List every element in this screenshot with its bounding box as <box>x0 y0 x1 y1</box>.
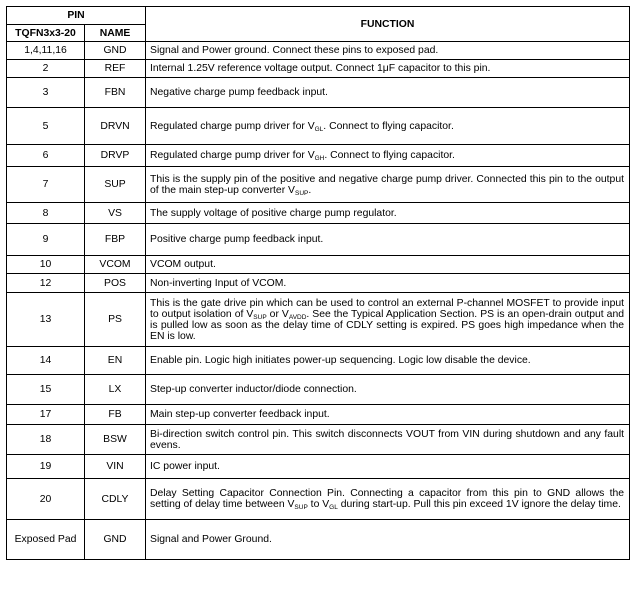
pin-number-cell: 17 <box>7 405 85 425</box>
pin-function-cell <box>146 455 630 479</box>
pin-number-cell: 10 <box>7 256 85 274</box>
table-row <box>7 455 630 479</box>
table-row <box>7 375 630 405</box>
pin-function-cell <box>146 167 630 203</box>
pin-name-cell: FBP <box>85 224 146 256</box>
table-row <box>7 203 630 224</box>
subscript-text: SUP <box>253 313 267 321</box>
pin-name-cell: DRVN <box>85 108 146 145</box>
pin-function-table <box>6 6 630 560</box>
pin-number-cell: 19 <box>7 455 85 479</box>
name-header: NAME <box>85 25 146 42</box>
pin-number-cell: 5 <box>7 108 85 145</box>
table-row <box>7 425 630 455</box>
function-text: Delay Setting Capacitor Connection Pin. Connecting a capacitor from this pin to GND allows the setting of delay time between V <box>150 488 625 510</box>
pin-function-cell <box>146 256 630 274</box>
pin-function-cell <box>146 108 630 145</box>
function-text: This is the supply pin of the positive and negative charge pump driver. Connected this pin to the output of the main step-up converter V <box>150 173 625 196</box>
pin-function-cell <box>146 520 630 560</box>
pin-name-cell: BSW <box>85 425 146 455</box>
pin-function-cell <box>146 479 630 520</box>
pin-function-cell <box>146 224 630 256</box>
function-text: VCOM output. <box>150 259 216 270</box>
pin-function-cell <box>146 425 630 455</box>
pin-name-cell: LX <box>85 375 146 405</box>
table-row <box>7 347 630 375</box>
pin-number-cell: 8 <box>7 203 85 224</box>
pin-name-cell: VCOM <box>85 256 146 274</box>
pin-name-cell: FBN <box>85 78 146 108</box>
function-text: during start-up. Pull this pin exceed 1V ignore the delay time. <box>337 499 621 510</box>
pin-number-cell: Exposed Pad <box>7 520 85 560</box>
pin-rows <box>7 42 630 560</box>
pin-function-cell <box>146 203 630 224</box>
function-text: . See the Typical Application Section. PS is an open-drain output and is pulled low as soon as the delay time of CDLY setting is expired. PS goes high impedance when the EN is low. <box>150 308 625 342</box>
table-row <box>7 293 630 347</box>
subscript-text: AVDD <box>288 313 307 321</box>
pin-number-cell: 15 <box>7 375 85 405</box>
subscript-text: GH <box>314 155 325 162</box>
function-text: Regulated charge pump driver for V <box>150 150 315 161</box>
pin-name-cell: REF <box>85 60 146 78</box>
table-row <box>7 60 630 78</box>
function-text: This is the gate drive pin which can be used to control an external P-channel MOSFET to provide input to output isolation of V <box>150 297 625 320</box>
function-text: Step-up converter inductor/diode connection. <box>150 384 357 395</box>
pin-name-cell: VIN <box>85 455 146 479</box>
table-row <box>7 108 630 145</box>
table-row <box>7 167 630 203</box>
subscript-text: SUP <box>294 189 309 197</box>
table-row <box>7 145 630 167</box>
pin-function-cell <box>146 375 630 405</box>
pin-name-cell: POS <box>85 274 146 293</box>
pin-function-cell <box>146 145 630 167</box>
pin-function-cell <box>146 60 630 78</box>
function-text: Bi-direction switch control pin. This switch disconnects VOUT from VIN during shutdown and any fault evens. <box>150 428 625 451</box>
table-row <box>7 520 630 560</box>
function-text: Signal and Power Ground. <box>150 534 272 545</box>
pin-function-cell <box>146 78 630 108</box>
pin-function-cell <box>146 42 630 60</box>
function-text: to V <box>307 499 330 510</box>
pin-name-cell: DRVP <box>85 145 146 167</box>
function-text: . <box>308 184 312 196</box>
table-row <box>7 256 630 274</box>
pin-name-cell: GND <box>85 520 146 560</box>
function-text: Positive charge pump feedback input. <box>150 234 324 245</box>
pin-name-cell: PS <box>85 293 146 347</box>
table-row <box>7 224 630 256</box>
function-text: Enable pin. Logic high initiates power-up sequencing. Logic low disable the device. <box>150 355 531 366</box>
pin-number-cell: 7 <box>7 167 85 203</box>
pin-number-cell: 18 <box>7 425 85 455</box>
pin-number-cell: 2 <box>7 60 85 78</box>
pin-name-cell: GND <box>85 42 146 60</box>
function-text: The supply voltage of positive charge pump regulator. <box>150 207 397 219</box>
pin-number-cell: 3 <box>7 78 85 108</box>
pin-name-cell: SUP <box>85 167 146 203</box>
pin-name-cell: CDLY <box>85 479 146 520</box>
pin-function-cell <box>146 293 630 347</box>
subscript-text: GL <box>314 125 324 133</box>
table-row <box>7 274 630 293</box>
function-text: or V <box>266 308 289 320</box>
pin-header: PIN <box>7 7 146 25</box>
table-row <box>7 479 630 520</box>
function-text: Regulated charge pump driver for V <box>150 120 315 132</box>
pin-number-cell: 1,4,11,16 <box>7 42 85 60</box>
pin-number-cell: 6 <box>7 145 85 167</box>
pin-function-cell <box>146 405 630 425</box>
function-text: Negative charge pump feedback input. <box>150 87 328 98</box>
pin-number-cell: 12 <box>7 274 85 293</box>
pin-function-cell <box>146 347 630 375</box>
pin-function-cell <box>146 274 630 293</box>
pin-name-cell: VS <box>85 203 146 224</box>
function-text: Signal and Power ground. Connect these pins to exposed pad. <box>150 45 439 56</box>
function-text: Non-inverting Input of VCOM. <box>150 277 287 289</box>
function-text: . Connect to flying capacitor. <box>324 150 455 161</box>
table-row <box>7 42 630 60</box>
pin-name-cell: EN <box>85 347 146 375</box>
function-text: . Connect to flying capacitor. <box>323 120 454 132</box>
function-text: Internal 1.25V reference voltage output. Connect 1μF capacitor to this pin. <box>150 63 491 74</box>
subscript-text: SUP <box>294 504 308 511</box>
table-row <box>7 405 630 425</box>
pin-number-cell: 14 <box>7 347 85 375</box>
subscript-text: GL <box>329 504 338 511</box>
pin-number-cell: 9 <box>7 224 85 256</box>
pin-number-cell: 13 <box>7 293 85 347</box>
function-header: FUNCTION <box>146 7 630 42</box>
function-text: Main step-up converter feedback input. <box>150 409 330 420</box>
package-header: TQFN3x3-20 <box>7 25 85 42</box>
pin-number-cell: 20 <box>7 479 85 520</box>
table-row <box>7 78 630 108</box>
pin-name-cell: FB <box>85 405 146 425</box>
function-text: IC power input. <box>150 461 220 472</box>
